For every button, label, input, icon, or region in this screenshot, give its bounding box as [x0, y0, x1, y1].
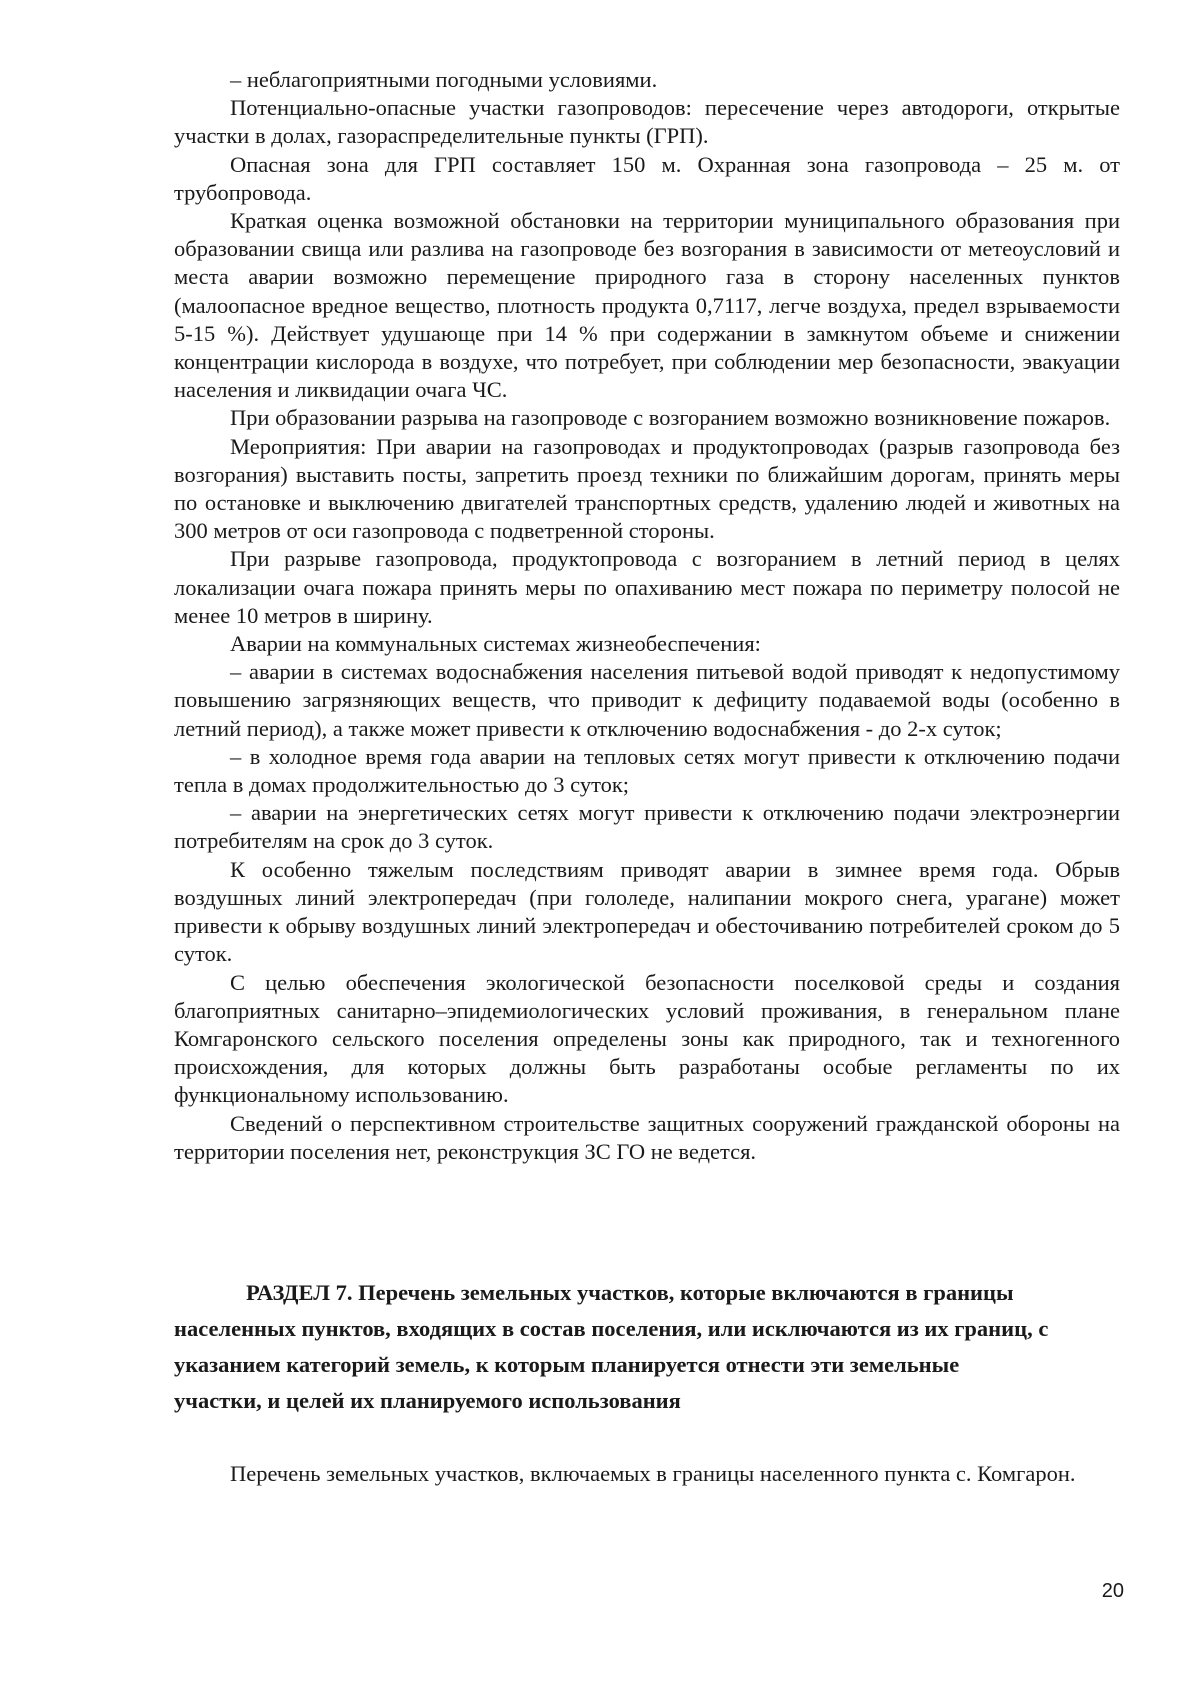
- paragraph-measures: Мероприятия: При аварии на газопроводах и продуктопроводах (разрыв газопровода без возгорания) выставить посты, запретить проезд техники по ближайшим дорогам, принять меры по остановке и выключению двигателей транспортных средств, удалению людей и животных на 300 метров от оси газопровода с подветренной стороны.: [174, 433, 1120, 544]
- paragraph-civil-defense: Сведений о перспективном строительстве защитных сооружений гражданской обороны на территории поселения нет, реконструкция ЗС ГО не ведется.: [174, 1110, 1120, 1164]
- section-7-heading: [174, 1275, 1120, 1419]
- paragraph-utility-accidents: Аварии на коммунальных системах жизнеобеспечения:: [230, 631, 761, 657]
- paragraph-heating-networks: – в холодное время года аварии на тепловых сетях могут привести к отключению подачи тепла в домах продолжительностью до 3 суток;: [174, 743, 1120, 798]
- section-intro: [174, 1456, 1120, 1492]
- page-number: 20: [1101, 1580, 1124, 1602]
- section-title-line: указанием категорий земель, к которым планируется отнести эти земельные: [174, 1352, 960, 1377]
- paragraph-power-networks: – аварии на энергетических сетях могут привести к отключению подачи электроэнергии потребителям на срок до 3 суток.: [174, 800, 1120, 854]
- paragraph-danger-zone: Опасная зона для ГРП составляет 150 м. Охранная зона газопровода – 25 м. от трубопровода.: [174, 151, 1120, 205]
- paragraph-winter-consequences: К особенно тяжелым последствиям приводят аварии в зимнее время года. Обрыв воздушных линий электропередач (при гололеде, налипании мокрого снега, урагане) может привести к обрыву воздушных линий электропередач и обесточиванию потребителей сроком до 5 суток.: [174, 856, 1120, 967]
- land-plots-list-intro: Перечень земельных участков, включаемых в границы населенного пункта с. Комгарон.: [230, 1461, 1076, 1486]
- paragraph-fire-rupture: При образовании разрыва на газопроводе с возгоранием возможно возникновение пожаров.: [230, 405, 1111, 431]
- paragraph-weather-conditions: – неблагоприятными погодными условиями.: [230, 67, 658, 92]
- paragraph-fire-localization: При разрыве газопровода, продуктопровода с возгоранием в летний период в целях локализации очага пожара принять меры по опахиванию мест пожара по периметру полосой не менее 10 метров в ширину.: [174, 546, 1120, 628]
- section-title-line: РАЗДЕЛ 7. Перечень земельных участков, которые включаются в границы: [246, 1280, 1014, 1305]
- section-title-line: участки, и целей их планируемого использования: [174, 1388, 681, 1413]
- section-title-line: населенных пунктов, входящих в состав поселения, или исключаются из их границ, с: [174, 1316, 1049, 1341]
- body-text: [174, 66, 1120, 1166]
- paragraph-situation-assessment: Краткая оценка возможной обстановки на территории муниципального образования при образовании свища или разлива на газопроводе без возгорания в зависимости от метеоусловий и места аварии возможно перемещение природного газа в сторону населенных пунктов (малоопасное вредное вещество, плотность продукта 0,7117, легче воздуха, предел взрываемости 5-15 %). Действует удушающе при 14 % при содержании в замкнутом объеме и снижении концентрации кислорода в воздухе, что потребует, при соблюдении мер безопасности, эвакуации населения и ликвидации очага ЧС.: [174, 208, 1120, 403]
- paragraph-ecological-safety: С целью обеспечения экологической безопасности поселковой среды и создания благоприятных санитарно–эпидемиологических условий проживания, в генеральном плане Комгаронского сельского поселения определены зоны как природного, так и техногенного происхождения, для которых должны быть разработаны особые регламенты по их функциональному использованию.: [174, 969, 1120, 1108]
- paragraph-dangerous-sections: Потенциально-опасные участки газопроводов: пересечение через автодороги, открытые участки в долах, газораспределительные пункты (ГРП).: [174, 95, 1120, 149]
- paragraph-water-supply: – аварии в системах водоснабжения населения питьевой водой приводят к недопустимому повышению загрязняющих веществ, что приводит к дефициту подаваемой воды (особенно в летний период), а также может привести к отключению водоснабжения - до 2-х суток;: [174, 659, 1120, 741]
